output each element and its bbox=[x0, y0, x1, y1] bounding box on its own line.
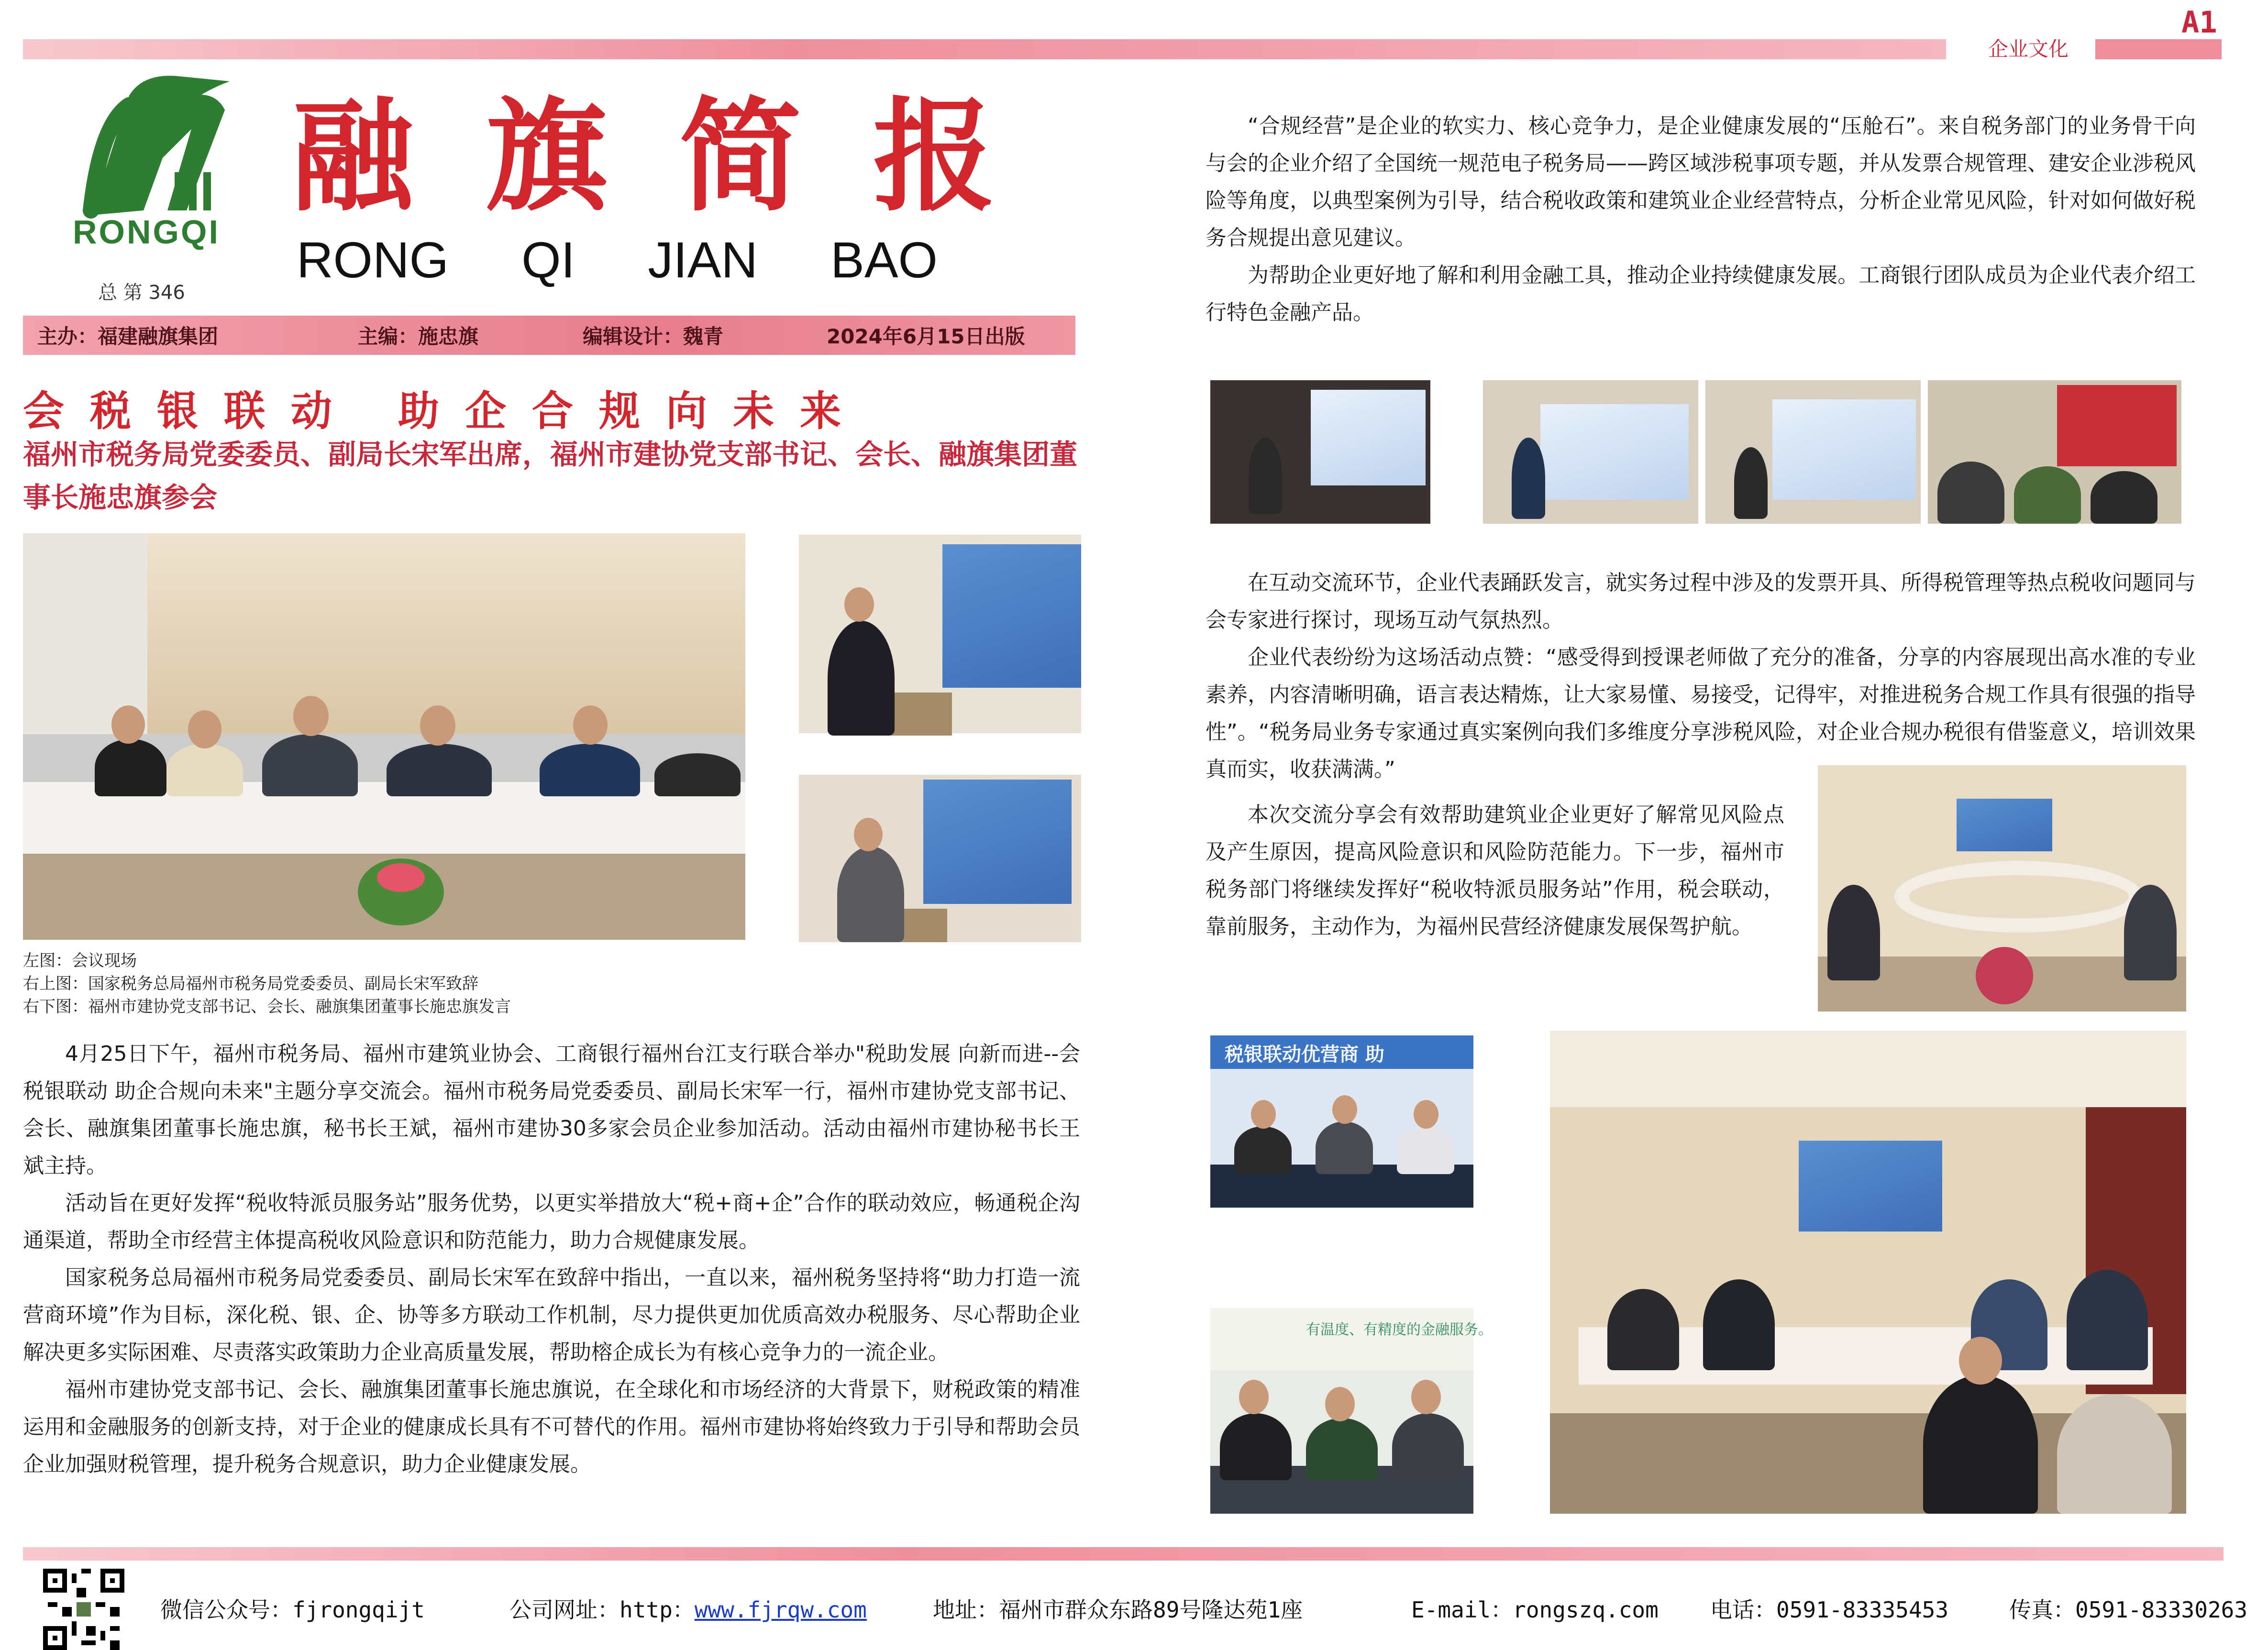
meeting-hall-photo bbox=[1550, 1031, 2186, 1514]
speaker-photo-top bbox=[799, 535, 1081, 733]
paragraph: 国家税务总局福州市税务局党委委员、副局长宋军在致辞中指出，一直以来，福州税务坚持将“助力打造一流营商环境”作为目标，深化税、银、企、协等多方联动工作机制，尽力提供更加优质高效办税服务、尽心帮助企业解决更多实际困难、尽责落实政策助力企业高质量发展，帮助榕企成长为有核心竞争力的一流企业。 bbox=[23, 1265, 1080, 1364]
footer-phone: 电话：0591-83335453 bbox=[1710, 1597, 1949, 1623]
section-label: 企业文化 bbox=[1988, 37, 2069, 61]
footer-website-label: 公司网址：http： bbox=[509, 1597, 695, 1623]
article-body-right-top bbox=[1206, 108, 2196, 331]
issue-number: 总 第 346 bbox=[98, 282, 185, 304]
paragraph: 为帮助企业更好地了解和利用金融工具，推动企业持续健康发展。工商银行团队成员为企业代表介绍工行特色金融产品。 bbox=[1206, 263, 2196, 325]
publish-date: 2024年6月15日出版 bbox=[827, 325, 1025, 348]
footer-fax: 传真：0591-83330263 bbox=[2009, 1597, 2248, 1623]
chief-editor: 主编：施忠旗 bbox=[358, 325, 479, 348]
caption-right-top: 右上图：国家税务总局福州市税务局党委委员、副局长宋军致辞 bbox=[23, 974, 478, 993]
footer-email: E-mail：rongszq.com bbox=[1411, 1597, 1659, 1623]
speaker-photo-bottom bbox=[799, 775, 1081, 942]
caption-right-bottom: 右下图：福州市建协党支部书记、会长、融旗集团董事长施忠旗发言 bbox=[23, 997, 511, 1016]
footer-website-link[interactable]: www.fjrqw.com bbox=[694, 1597, 867, 1623]
article-body-right-wrap bbox=[1206, 796, 1784, 946]
photo-captions bbox=[23, 949, 511, 1018]
page-code: A1 bbox=[2181, 5, 2217, 40]
paragraph: 本次交流分享会有效帮助建筑业企业更好了解常见风险点及产生原因，提高风险意识和风险防范能力。下一步，福州市税务部门将继续发挥好“税收特派员服务站”作用，税会联动，靠前服务，主动作为，为福州民营经济健康发展保驾护航。 bbox=[1206, 803, 1784, 939]
paragraph: 活动旨在更好发挥“税收特派员服务站”服务优势，以更实举措放大“税+商+企”合作的联动效应，畅通税企沟通渠道，帮助全市经营主体提高税收风险意识和防范能力，助力合规健康发展。 bbox=[23, 1191, 1080, 1253]
lecture-photo-2 bbox=[1483, 380, 1698, 524]
paragraph: 在互动交流环节，企业代表踊跃发言，就实务过程中涉及的发票开具、所得税管理等热点税收问题同与会专家进行探讨，现场互动气氛热烈。 bbox=[1206, 571, 2196, 632]
caption-left: 左图：会议现场 bbox=[23, 951, 137, 970]
pinyin-qi: QI bbox=[521, 232, 575, 288]
meeting-photo-main bbox=[23, 533, 745, 940]
panel-photo bbox=[1210, 1035, 1473, 1208]
panel-banner-text: 税银联动优营商 助 bbox=[1225, 1044, 1384, 1066]
lecture-photo-3 bbox=[1705, 380, 1921, 524]
footer-wechat: 微信公众号：fjrongqijt bbox=[160, 1597, 425, 1623]
attendees-banner-text: 有温度、有精度的金融服务。 bbox=[1306, 1321, 1493, 1338]
masthead-title: 融旗简报 bbox=[292, 85, 1067, 228]
pinyin-bao: BAO bbox=[830, 232, 938, 288]
pinyin-rong: RONG bbox=[297, 232, 449, 288]
paragraph: 福州市建协党支部书记、会长、融旗集团董事长施忠旗说，在全球化和市场经济的大背景下，财税政策的精准运用和金融服务的创新支持，对于企业的健康成长具有不可替代的作用。福州市建协将始终致力于引导和帮助会员企业加强财税管理，提升税务合规意识，助力企业健康发展。 bbox=[23, 1377, 1080, 1476]
headline: 会税银联动 助企合规向未来 bbox=[23, 387, 867, 435]
footer-website bbox=[509, 1593, 867, 1624]
attendees-photo bbox=[1210, 1308, 1493, 1514]
subheadline: 福州市税务局党委委员、副局长宋军出席，福州市建协党支部书记、会长、融旗集团董事长施忠旗参会 bbox=[23, 438, 1078, 514]
footer-address: 地址：福州市群众东路89号隆达苑1座 bbox=[933, 1597, 1303, 1623]
info-band bbox=[23, 316, 1075, 355]
paragraph: “合规经营”是企业的软实力、核心竞争力，是企业健康发展的“压舱石”。来自税务部门的业务骨干向与会的企业介绍了全国统一规范电子税务局——跨区域涉税事项专题，并从发票合规管理、建安企业涉税风险等角度，以典型案例为引导，结合税收政策和建筑业企业经营特点，分析企业常见风险，针对如何做好税务合规提出意见建议。 bbox=[1206, 114, 2196, 250]
lecture-photo-1 bbox=[1210, 380, 1430, 524]
paragraph: 企业代表纷纷为这场活动点赞：“感受得到授课老师做了充分的准备，分享的内容展现出高水准的专业素养，内容清晰明确，语言表达精炼，让大家易懂、易接受，记得牢，对推进税务合规工作具有很强的指导性”。“税务局业务专家通过真实案例向我们多维度分享涉税风险，对企业合规办税很有借鉴意义，培训效果真而实，收获满满。” bbox=[1206, 645, 2196, 781]
logo-wordmark: RONGQI bbox=[73, 213, 220, 251]
bottom-rule bbox=[23, 1547, 2224, 1561]
pinyin-jian: JIAN bbox=[648, 232, 758, 288]
top-rule bbox=[23, 39, 1946, 59]
lecture-photo-4 bbox=[1928, 380, 2181, 524]
masthead-pinyin bbox=[297, 231, 938, 289]
sponsor: 主办：福建融旗集团 bbox=[37, 325, 219, 348]
top-rule-right bbox=[2095, 39, 2222, 59]
article-body-right-mid bbox=[1206, 564, 2196, 788]
article-body-left bbox=[23, 1035, 1080, 1483]
designer: 编辑设计：魏青 bbox=[583, 325, 724, 348]
conference-room-photo bbox=[1818, 765, 2186, 1012]
paragraph: 4月25日下午，福州市税务局、福州市建筑业协会、工商银行福州台江支行联合举办"税助发展 向新而进--会税银联动 助企合规向未来"主题分享交流会。福州市税务局党委委员、副局长宋军一行，福州市建协党支部书记、会长、融旗集团董事长施忠旗，秘书长王斌，福州市建协30多家会员企业参加活动。活动由福州市建协秘书长王斌主持。 bbox=[23, 1042, 1080, 1178]
qr-code-icon bbox=[43, 1569, 124, 1650]
